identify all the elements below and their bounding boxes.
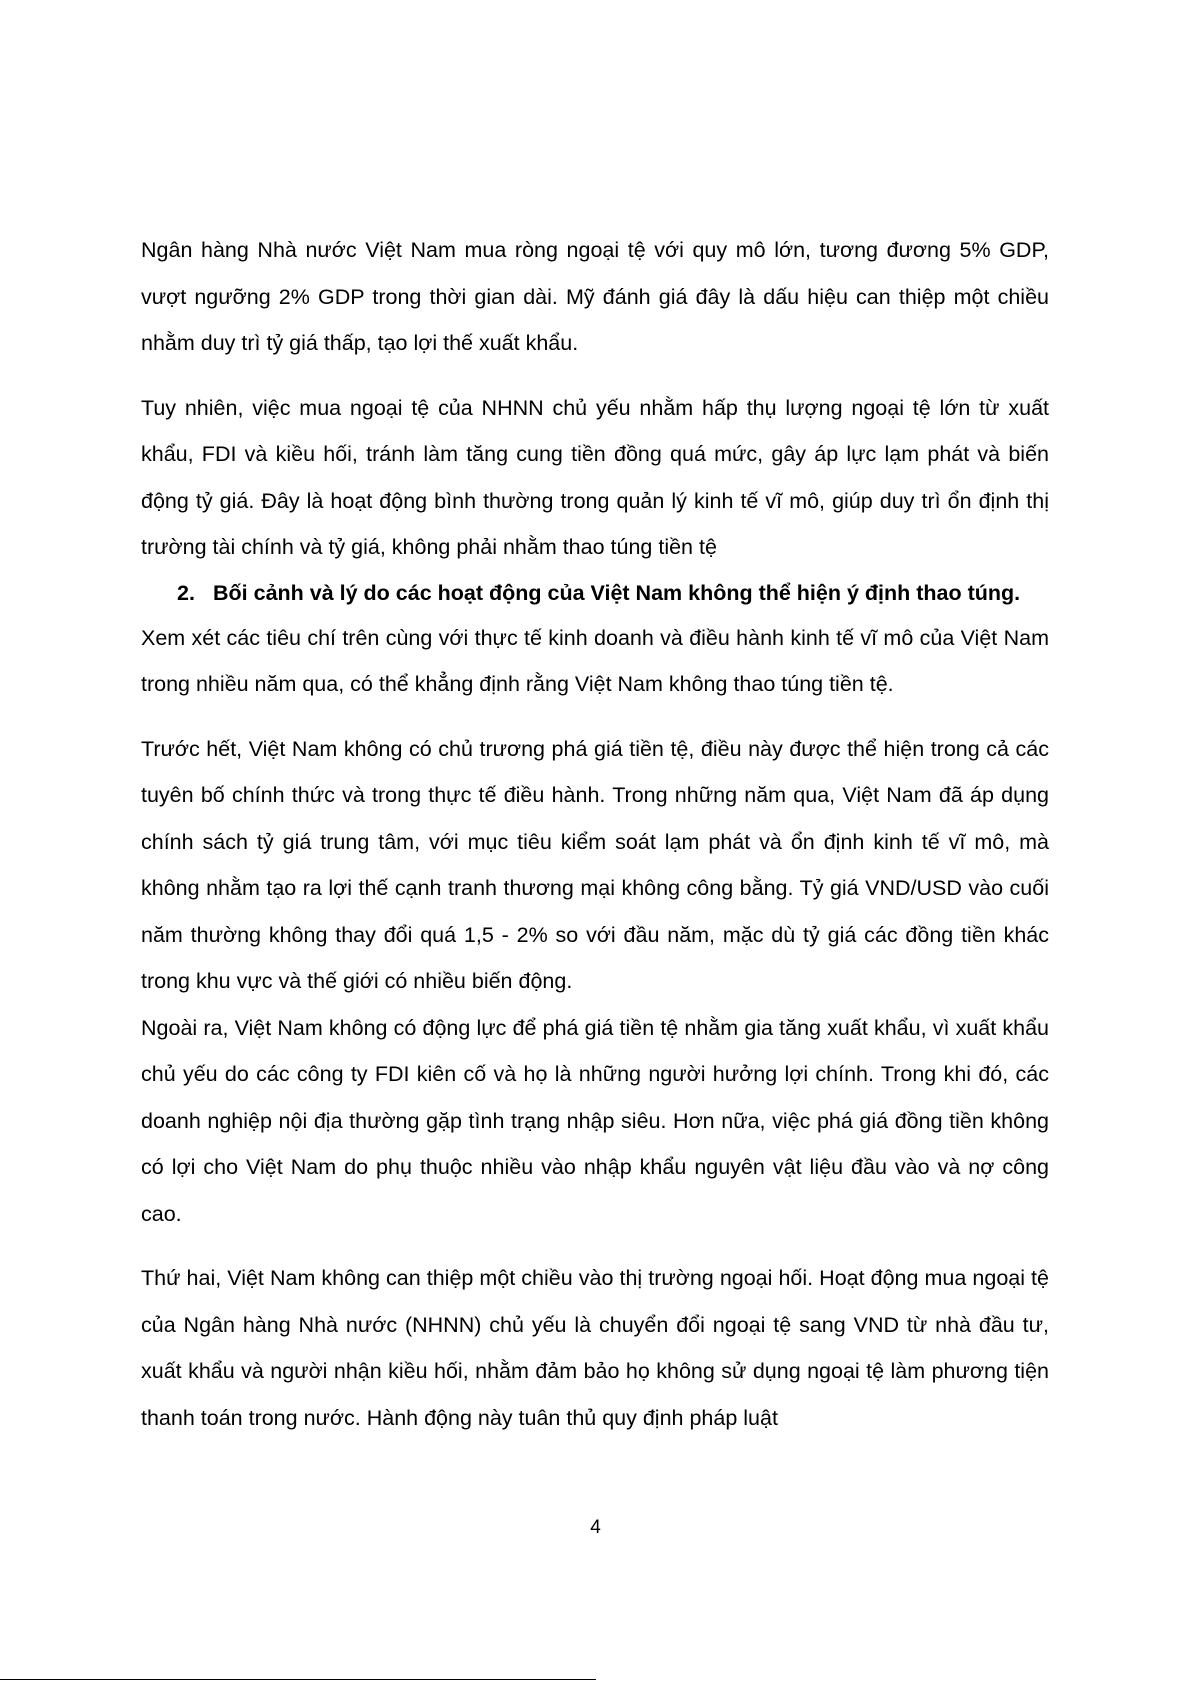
footnote-separator	[0, 1679, 596, 1680]
section-heading-number: 2.	[177, 580, 195, 605]
page-body	[141, 227, 1049, 1441]
paragraph-5: Ngoài ra, Việt Nam không có động lực để phá giá tiền tệ nhằm gia tăng xuất khẩu, vì xuất khẩu chủ yếu do các công ty FDI kiên cố và họ là những người hưởng lợi chính. Trong khi đó, các doanh nghiệp nội địa thường gặp tình trạng nhập siêu. Hơn nữa, việc phá giá đồng tiền không có lợi cho Việt Nam do phụ thuộc nhiều vào nhập khẩu nguyên vật liệu đầu vào và nợ công cao.	[141, 1015, 1049, 1226]
paragraph-2: Tuy nhiên, việc mua ngoại tệ của NHNN chủ yếu nhằm hấp thụ lượng ngoại tệ lớn từ xuất khẩu, FDI và kiều hối, tránh làm tăng cung tiền đồng quá mức, gây áp lực lạm phát và biến động tỷ giá. Đây là hoạt động bình thường trong quản lý kinh tế vĩ mô, giúp duy trì ổn định thị trường tài chính và tỷ giá, không phải nhằm thao túng tiền tệ	[141, 395, 1049, 559]
section-heading	[141, 571, 1049, 615]
paragraph-3: Xem xét các tiêu chí trên cùng với thực tế kinh doanh và điều hành kinh tế vĩ mô của Việt Nam trong nhiều năm qua, có thể khẳng định rằng Việt Nam không thao túng tiền tệ.	[141, 625, 1049, 696]
paragraph-4: Trước hết, Việt Nam không có chủ trương phá giá tiền tệ, điều này được thể hiện trong cả các tuyên bố chính thức và trong thực tế điều hành. Trong những năm qua, Việt Nam đã áp dụng chính sách tỷ giá trung tâm, với mục tiêu kiểm soát lạm phát và ổn định kinh tế vĩ mô, mà không nhằm tạo ra lợi thế cạnh tranh thương mại không công bằng. Tỷ giá VND/USD vào cuối năm thường không thay đổi quá 1,5 - 2% so với đầu năm, mặc dù tỷ giá các đồng tiền khác trong khu vực và thế giới có nhiều biến động.	[141, 736, 1049, 993]
paragraph-6: Thứ hai, Việt Nam không can thiệp một chiều vào thị trường ngoại hối. Hoạt động mua ngoại tệ của Ngân hàng Nhà nước (NHNN) chủ yếu là chuyển đổi ngoại tệ sang VND từ nhà đầu tư, xuất khẩu và người nhận kiều hối, nhằm đảm bảo họ không sử dụng ngoại tệ làm phương tiện thanh toán trong nước. Hành động này tuân thủ quy định pháp luật	[141, 1266, 1049, 1430]
paragraph-1: Ngân hàng Nhà nước Việt Nam mua ròng ngoại tệ với quy mô lớn, tương đương 5% GDP, vượt ngưỡng 2% GDP trong thời gian dài. Mỹ đánh giá đây là dấu hiệu can thiệp một chiều nhằm duy trì tỷ giá thấp, tạo lợi thế xuất khẩu.	[141, 238, 1049, 355]
page-number: 4	[590, 1517, 601, 1538]
section-heading-text: Bối cảnh và lý do các hoạt động của Việt Nam không thể hiện ý định thao túng.	[213, 580, 1021, 605]
